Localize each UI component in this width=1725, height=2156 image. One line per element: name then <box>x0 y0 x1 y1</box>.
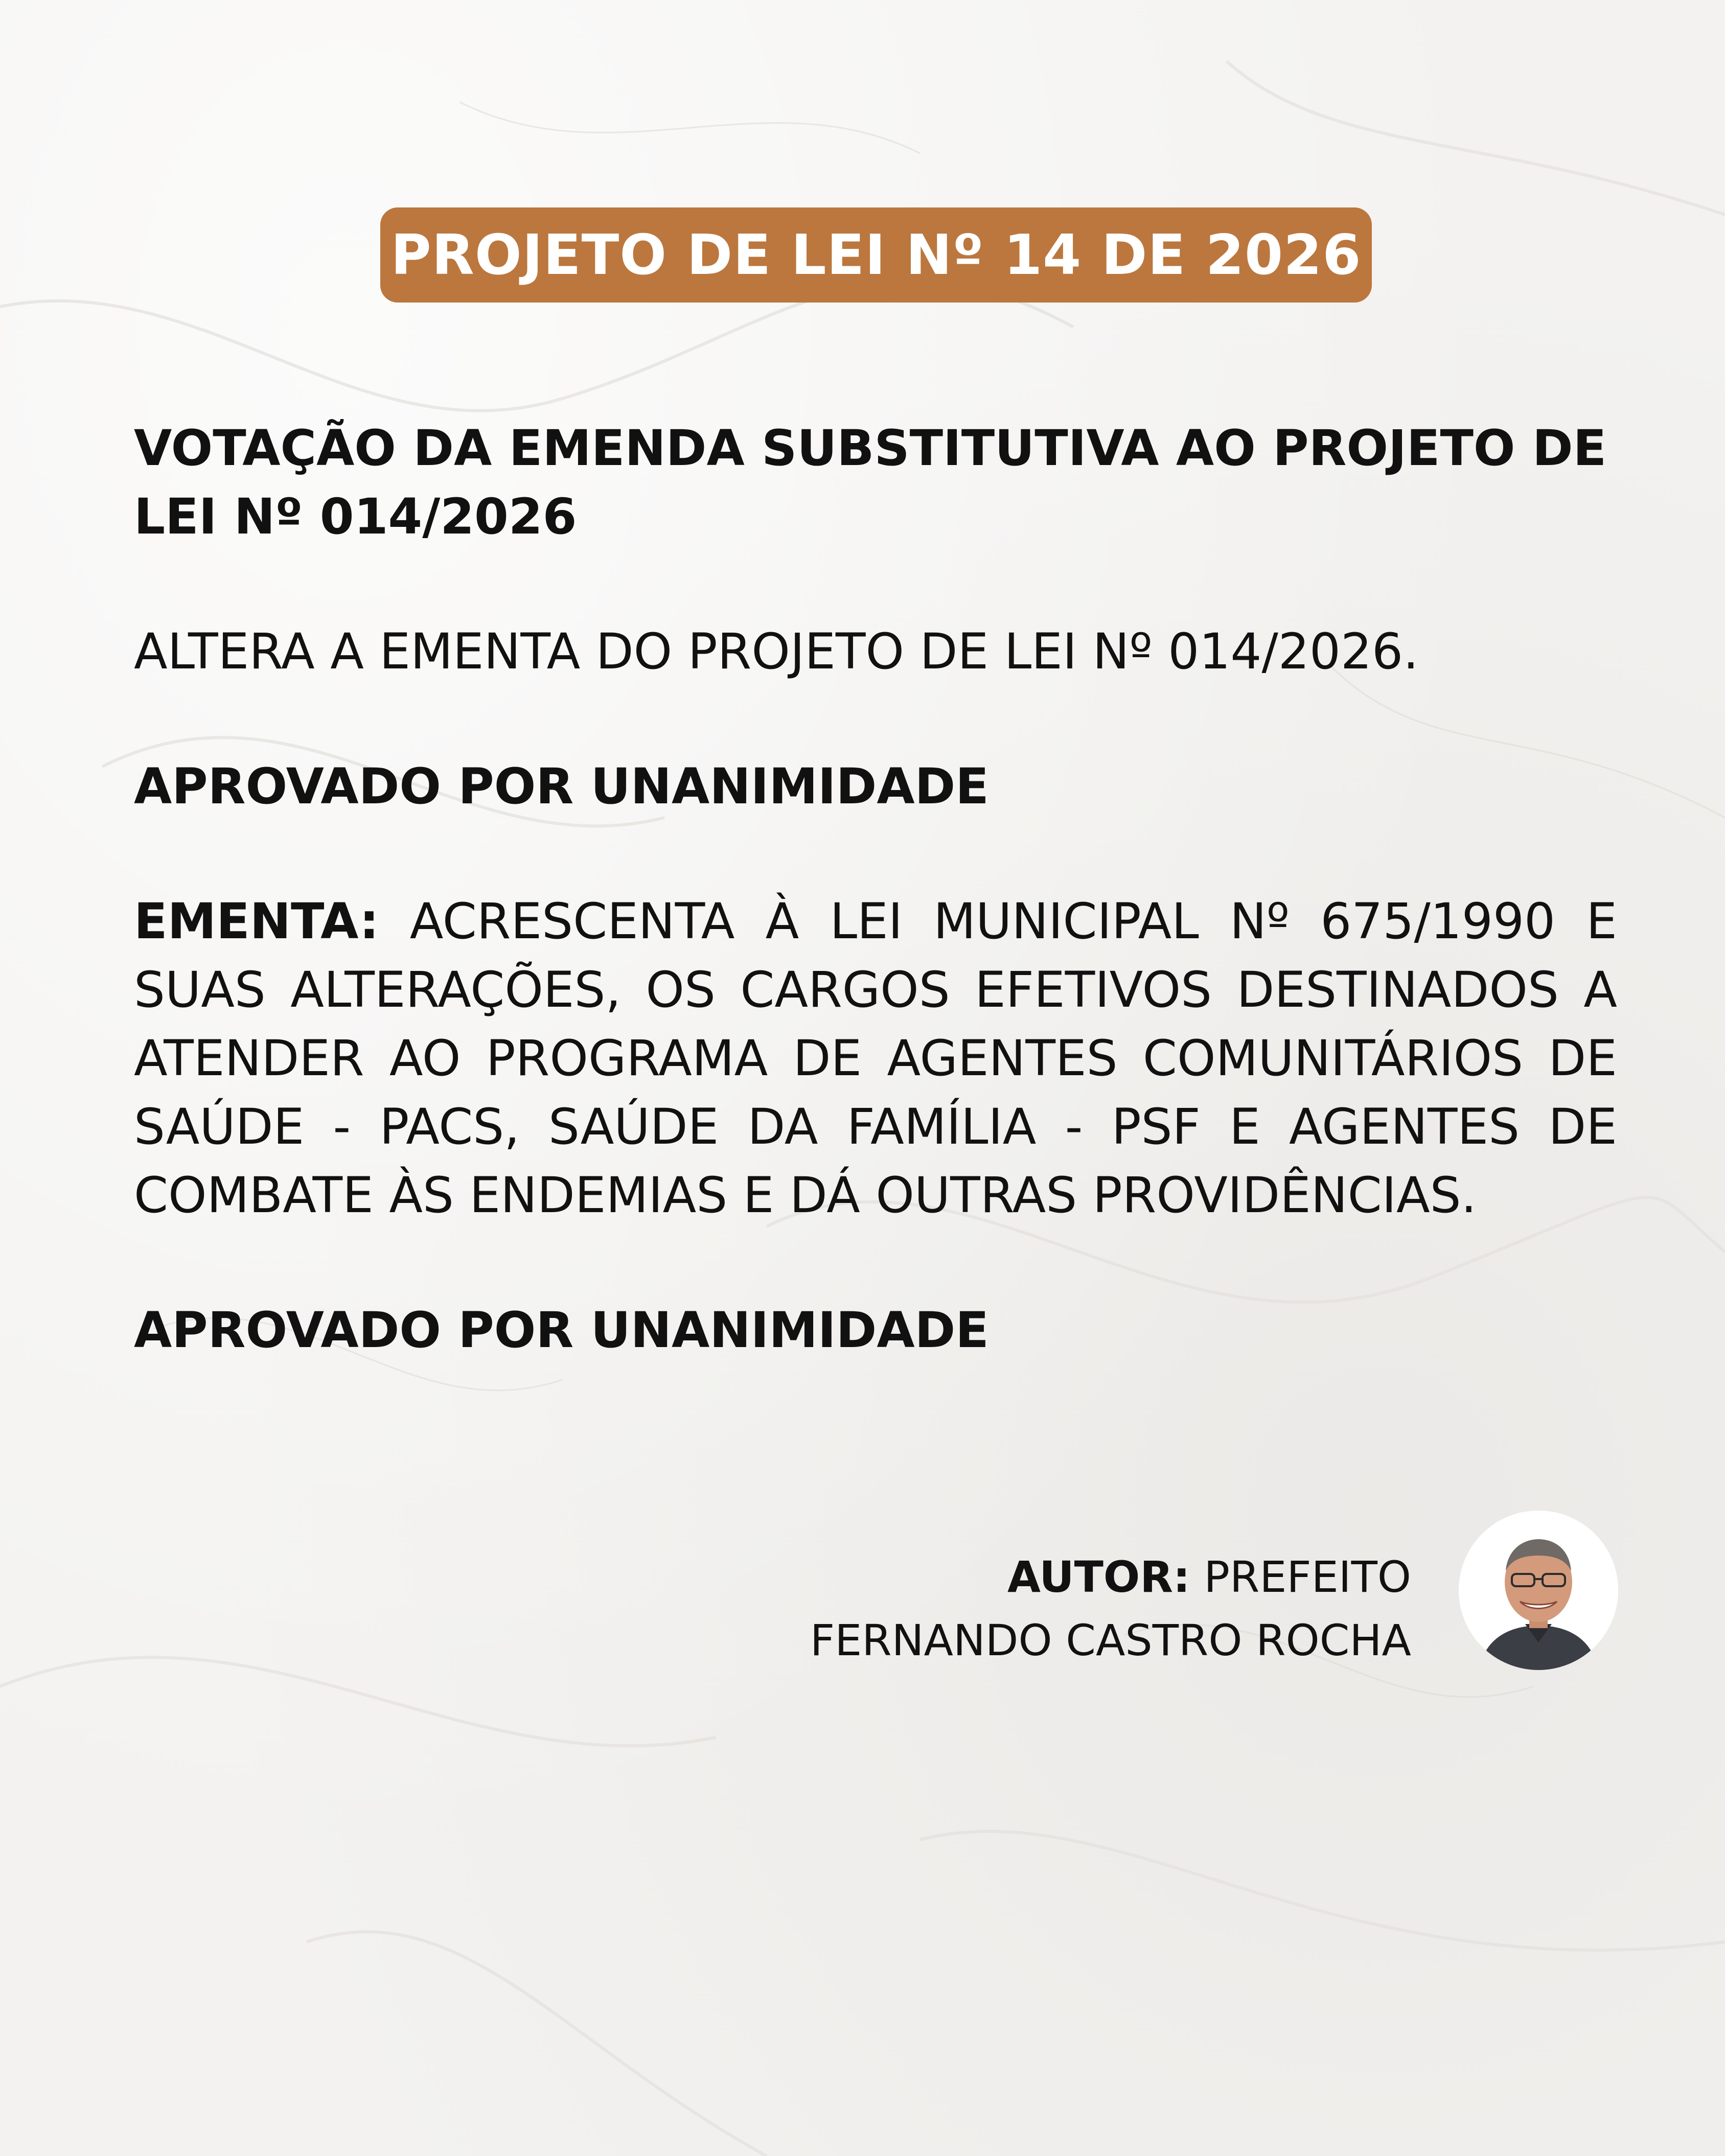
author-line-1 <box>810 1545 1411 1609</box>
ementa-text: ACRESCENTA À LEI MUNICIPAL Nº 675/1990 E SUAS ALTERAÇÕES, OS CARGOS EFETIVOS DESTINADOS A ATENDER AO PROGRAMA DE AGENTES COMUNITÁRIOS DE SAÚDE - PACS, SAÚDE DA FAMÍLIA - PSF E AGENTES DE COMBATE ÀS ENDEMIAS E DÁ OUTRAS PROVIDÊNCIAS. <box>134 893 1618 1224</box>
approval-status-2: APROVADO POR UNANIMIDADE <box>134 1302 989 1359</box>
author-portrait-icon <box>1459 1511 1618 1670</box>
title-badge <box>380 207 1372 303</box>
content-area <box>134 414 1617 1364</box>
author-label: AUTOR: <box>1007 1552 1190 1602</box>
vote-heading: VOTAÇÃO DA EMENDA SUBSTITUTIVA AO PROJETO DE LEI Nº 014/2026 <box>134 420 1607 545</box>
author-role: PREFEITO <box>1204 1552 1411 1602</box>
approval-status-1: APROVADO POR UNANIMIDADE <box>134 758 989 815</box>
page-title: PROJETO DE LEI Nº 14 DE 2026 <box>390 223 1362 287</box>
ementa-label: EMENTA: <box>134 893 379 950</box>
ementa-paragraph <box>134 887 1617 1230</box>
amendment-text: ALTERA A EMENTA DO PROJETO DE LEI Nº 014/2026. <box>134 623 1419 680</box>
author-name: FERNANDO CASTRO ROCHA <box>810 1615 1411 1665</box>
avatar <box>1459 1511 1618 1670</box>
author-block <box>810 1545 1411 1672</box>
